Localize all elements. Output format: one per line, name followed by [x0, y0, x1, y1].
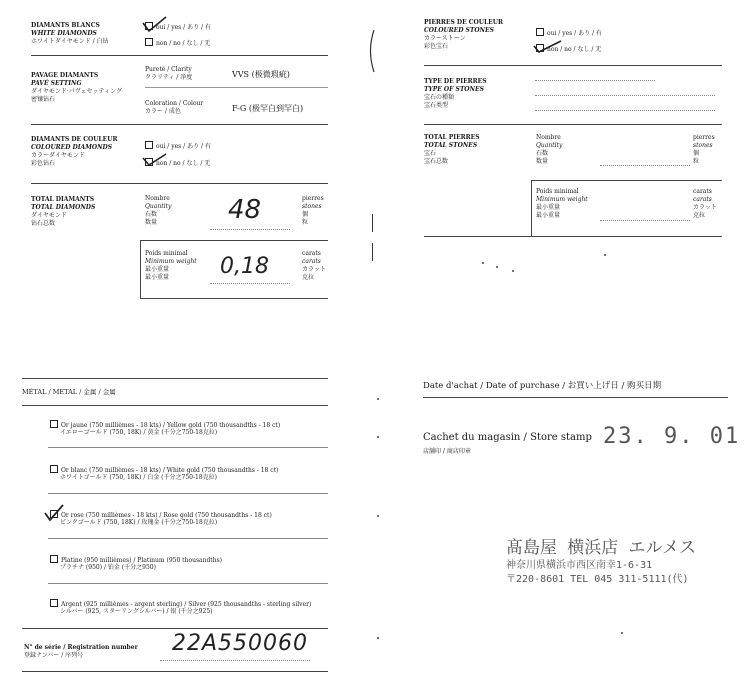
stones-carats-unit-zh: 克拉 — [693, 212, 706, 219]
stones-unit-ja: 個 — [693, 150, 700, 157]
total-stones-label-en: TOTAL STONES — [424, 142, 478, 149]
coloured-stones-yes[interactable]: oui / yes / あり / 有 — [536, 28, 602, 37]
store-stamp-line3: 〒220-8601 TEL 045 311-5111(代) — [506, 574, 689, 585]
stones-carats-unit-fr: carats — [693, 188, 712, 195]
total-diamonds-label-ja: ダイヤモンド — [31, 212, 67, 219]
coloured-diamonds-no[interactable]: non / no / なし / 无 — [145, 158, 210, 167]
coloured-diamonds-yes[interactable]: oui / yes / あり / 有 — [145, 141, 211, 150]
stones-unit-zh: 粒 — [693, 158, 700, 165]
carats-unit-fr: carats — [302, 250, 321, 257]
weight-label-zh: 最小重量 — [145, 274, 170, 281]
metal-platinum-ja: プラチナ (950) / 铂金 (千分之950) — [60, 564, 156, 571]
qty-label-fr: Nombre — [145, 195, 170, 202]
qty-label-ja: 石数 — [145, 211, 158, 218]
pave-label-en: PAVÉ SETTING — [31, 80, 82, 87]
white-diamonds-label-en: WHITE DIAMONDS — [31, 30, 97, 37]
white-diamonds-no[interactable]: non / no / なし / 无 — [145, 38, 210, 47]
metal-yellow-gold-option[interactable]: Or jaune (750 millièmes - 18 kts) / Yellow gold (750 thousandths - 18 ct) — [50, 420, 280, 429]
carats-unit-en: carats — [302, 258, 321, 265]
stones-qty-label-en: Quantity — [536, 142, 563, 149]
purchase-date-stamp: 23. 9. 01 — [603, 424, 741, 449]
stones-unit-en: stones — [302, 203, 322, 210]
coloured-stones-label-zh: 彩色宝石 — [424, 43, 449, 50]
carats-unit-ja: カラット — [302, 266, 326, 273]
checkbox-icon — [50, 465, 58, 473]
total-stones-label-zh: 宝石总数 — [424, 158, 449, 165]
checkmark-icon — [531, 38, 565, 56]
stone-type-label-fr: TYPE DE PIERRES — [424, 78, 487, 85]
weight-label-fr: Poids minimal — [145, 250, 188, 257]
qty-label-zh: 数量 — [145, 219, 158, 226]
serial-number-value: 22A550060 — [172, 631, 309, 656]
metal-rose-gold-ja: ピンクゴールド (750, 18K) / 玫瑰金 (千分之750-18克拉) — [60, 519, 218, 526]
metal-heading: MÉTAL / METAL / 金属 / 金属 — [22, 388, 116, 396]
total-diamonds-label-en: TOTAL DIAMONDS — [31, 204, 96, 211]
weight-label-ja: 最小重量 — [145, 266, 170, 273]
serial-label: N° de série / Registration number — [24, 644, 138, 651]
checkbox-icon — [536, 28, 544, 36]
stone-type-label-zh: 宝石类型 — [424, 102, 449, 109]
store-stamp-line2: 神奈川県横浜市西区南幸1-6-31 — [506, 560, 653, 571]
white-diamonds-label-ja: ホワイトダイヤモンド / 白钻 — [31, 38, 109, 45]
weight-label-en: Minimum weight — [145, 258, 197, 265]
stones-carats-unit-en: carats — [693, 196, 712, 203]
checkbox-icon — [145, 38, 153, 46]
stones-unit-zh: 粒 — [302, 219, 309, 226]
colour-value: F-G (极罕白到罕白) — [232, 104, 304, 113]
colour-label: Coloration / Colour — [145, 100, 204, 107]
coloured-stones-label-ja: カラーストーン — [424, 35, 466, 42]
stones-weight-label-ja: 最小重量 — [536, 204, 561, 211]
pave-label-fr: PAVAGE DIAMANTS — [31, 72, 99, 79]
colour-label-ja: カラー / 成色 — [145, 108, 181, 115]
store-stamp-label-ja: 店舗印 / 商店印章 — [423, 448, 471, 455]
checkmark-icon — [43, 503, 65, 523]
carats-unit-zh: 克拉 — [302, 274, 315, 281]
stones-carats-unit-ja: カラット — [693, 204, 717, 211]
stones-unit-fr: pierres — [302, 195, 324, 202]
clarity-label: Pureté / Clarity — [145, 66, 192, 73]
stones-weight-label-zh: 最小重量 — [536, 212, 561, 219]
clarity-label-ja: クラリティ / 净度 — [145, 74, 193, 81]
checkbox-icon — [50, 420, 58, 428]
store-stamp-line1: 髙島屋 横浜店 エルメス — [506, 538, 696, 558]
qty-label-en: Quantity — [145, 203, 172, 210]
checkmark-icon — [140, 14, 170, 36]
metal-silver-option[interactable]: Argent (925 millièmes - argent sterling) / Silver (925 thousandths - sterling silver) — [50, 599, 311, 608]
scan-mark — [372, 243, 373, 261]
stones-unit-en: stones — [693, 142, 713, 149]
metal-silver-ja: シルバー (925, スターリングシルバー) / 银 (千分之925) — [60, 608, 213, 615]
pave-label-ja: ダイヤモンド·パヴェセッティング — [31, 88, 122, 95]
stones-qty-label-zh: 数量 — [536, 158, 549, 165]
metal-yellow-gold-ja: イエローゴールド (750, 18K) / 黄金 (千分之750-18克拉) — [60, 429, 218, 436]
checkmark-icon — [140, 150, 170, 170]
checkbox-icon — [50, 599, 58, 607]
stones-qty-label-fr: Nombre — [536, 134, 561, 141]
serial-label-ja: 登録ナンバー / 序列号 — [24, 652, 84, 659]
coloured-stones-no[interactable]: non / no / なし / 无 — [536, 44, 601, 53]
coloured-diamonds-label-fr: DIAMANTS DE COULEUR — [31, 136, 118, 143]
stone-type-label-ja: 宝石の種類 — [424, 94, 455, 101]
metal-white-gold-ja: ホワイトゴールド (750, 18K) / 白金 (千分之750-18克拉) — [60, 474, 217, 481]
metal-rose-gold-option[interactable]: Or rose (750 millièmes - 18 kts) / Rose gold (750 thousandths - 18 ct) — [50, 510, 272, 519]
stones-unit-ja: 個 — [302, 211, 309, 218]
pave-label-zh: 密镶钻石 — [31, 96, 56, 103]
diamond-weight-value: 0,18 — [220, 254, 269, 279]
purchase-date-label: Date d'achat / Date of purchase / お買い上げ日 / 购买日期 — [423, 381, 662, 391]
stones-unit-fr: pierres — [693, 134, 715, 141]
coloured-stones-label-en: COLOURED STONES — [424, 27, 494, 34]
coloured-stones-label-fr: PIERRES DE COULEUR — [424, 19, 503, 26]
white-diamonds-label-fr: DIAMANTS BLANCS — [31, 22, 100, 29]
white-diamonds-yes[interactable]: oui / yes / あり / 有 — [145, 22, 211, 31]
stones-weight-label-en: Minimum weight — [536, 196, 588, 203]
total-diamonds-label-fr: TOTAL DIAMANTS — [31, 196, 95, 203]
store-stamp-label: Cachet du magasin / Store stamp — [423, 432, 592, 443]
coloured-diamonds-label-en: COLOURED DIAMONDS — [31, 144, 113, 151]
checkbox-icon — [50, 555, 58, 563]
stone-type-label-en: TYPE OF STONES — [424, 86, 484, 93]
total-stones-label-ja: 宝石 — [424, 150, 437, 157]
coloured-diamonds-label-zh: 彩色钻石 — [31, 160, 56, 167]
checkbox-icon — [145, 141, 153, 149]
total-diamonds-label-zh: 钻石总数 — [31, 220, 56, 227]
diamond-quantity-value: 48 — [228, 195, 262, 225]
clarity-value: VVS (极微瑕疵) — [232, 70, 290, 79]
coloured-diamonds-label-ja: カラーダイヤモンド — [31, 152, 85, 159]
stones-qty-label-ja: 石数 — [536, 150, 549, 157]
metal-white-gold-option[interactable]: Or blanc (750 millièmes - 18 kts) / White gold (750 thousandths - 18 ct) — [50, 465, 278, 474]
bracket-mark-icon — [366, 28, 376, 74]
total-stones-label-fr: TOTAL PIERRES — [424, 134, 480, 141]
metal-platinum-option[interactable]: Platine (950 millièmes) / Platinum (950 thousandths) — [50, 555, 222, 564]
stones-weight-label-fr: Poids minimal — [536, 188, 579, 195]
scan-mark — [372, 214, 373, 232]
